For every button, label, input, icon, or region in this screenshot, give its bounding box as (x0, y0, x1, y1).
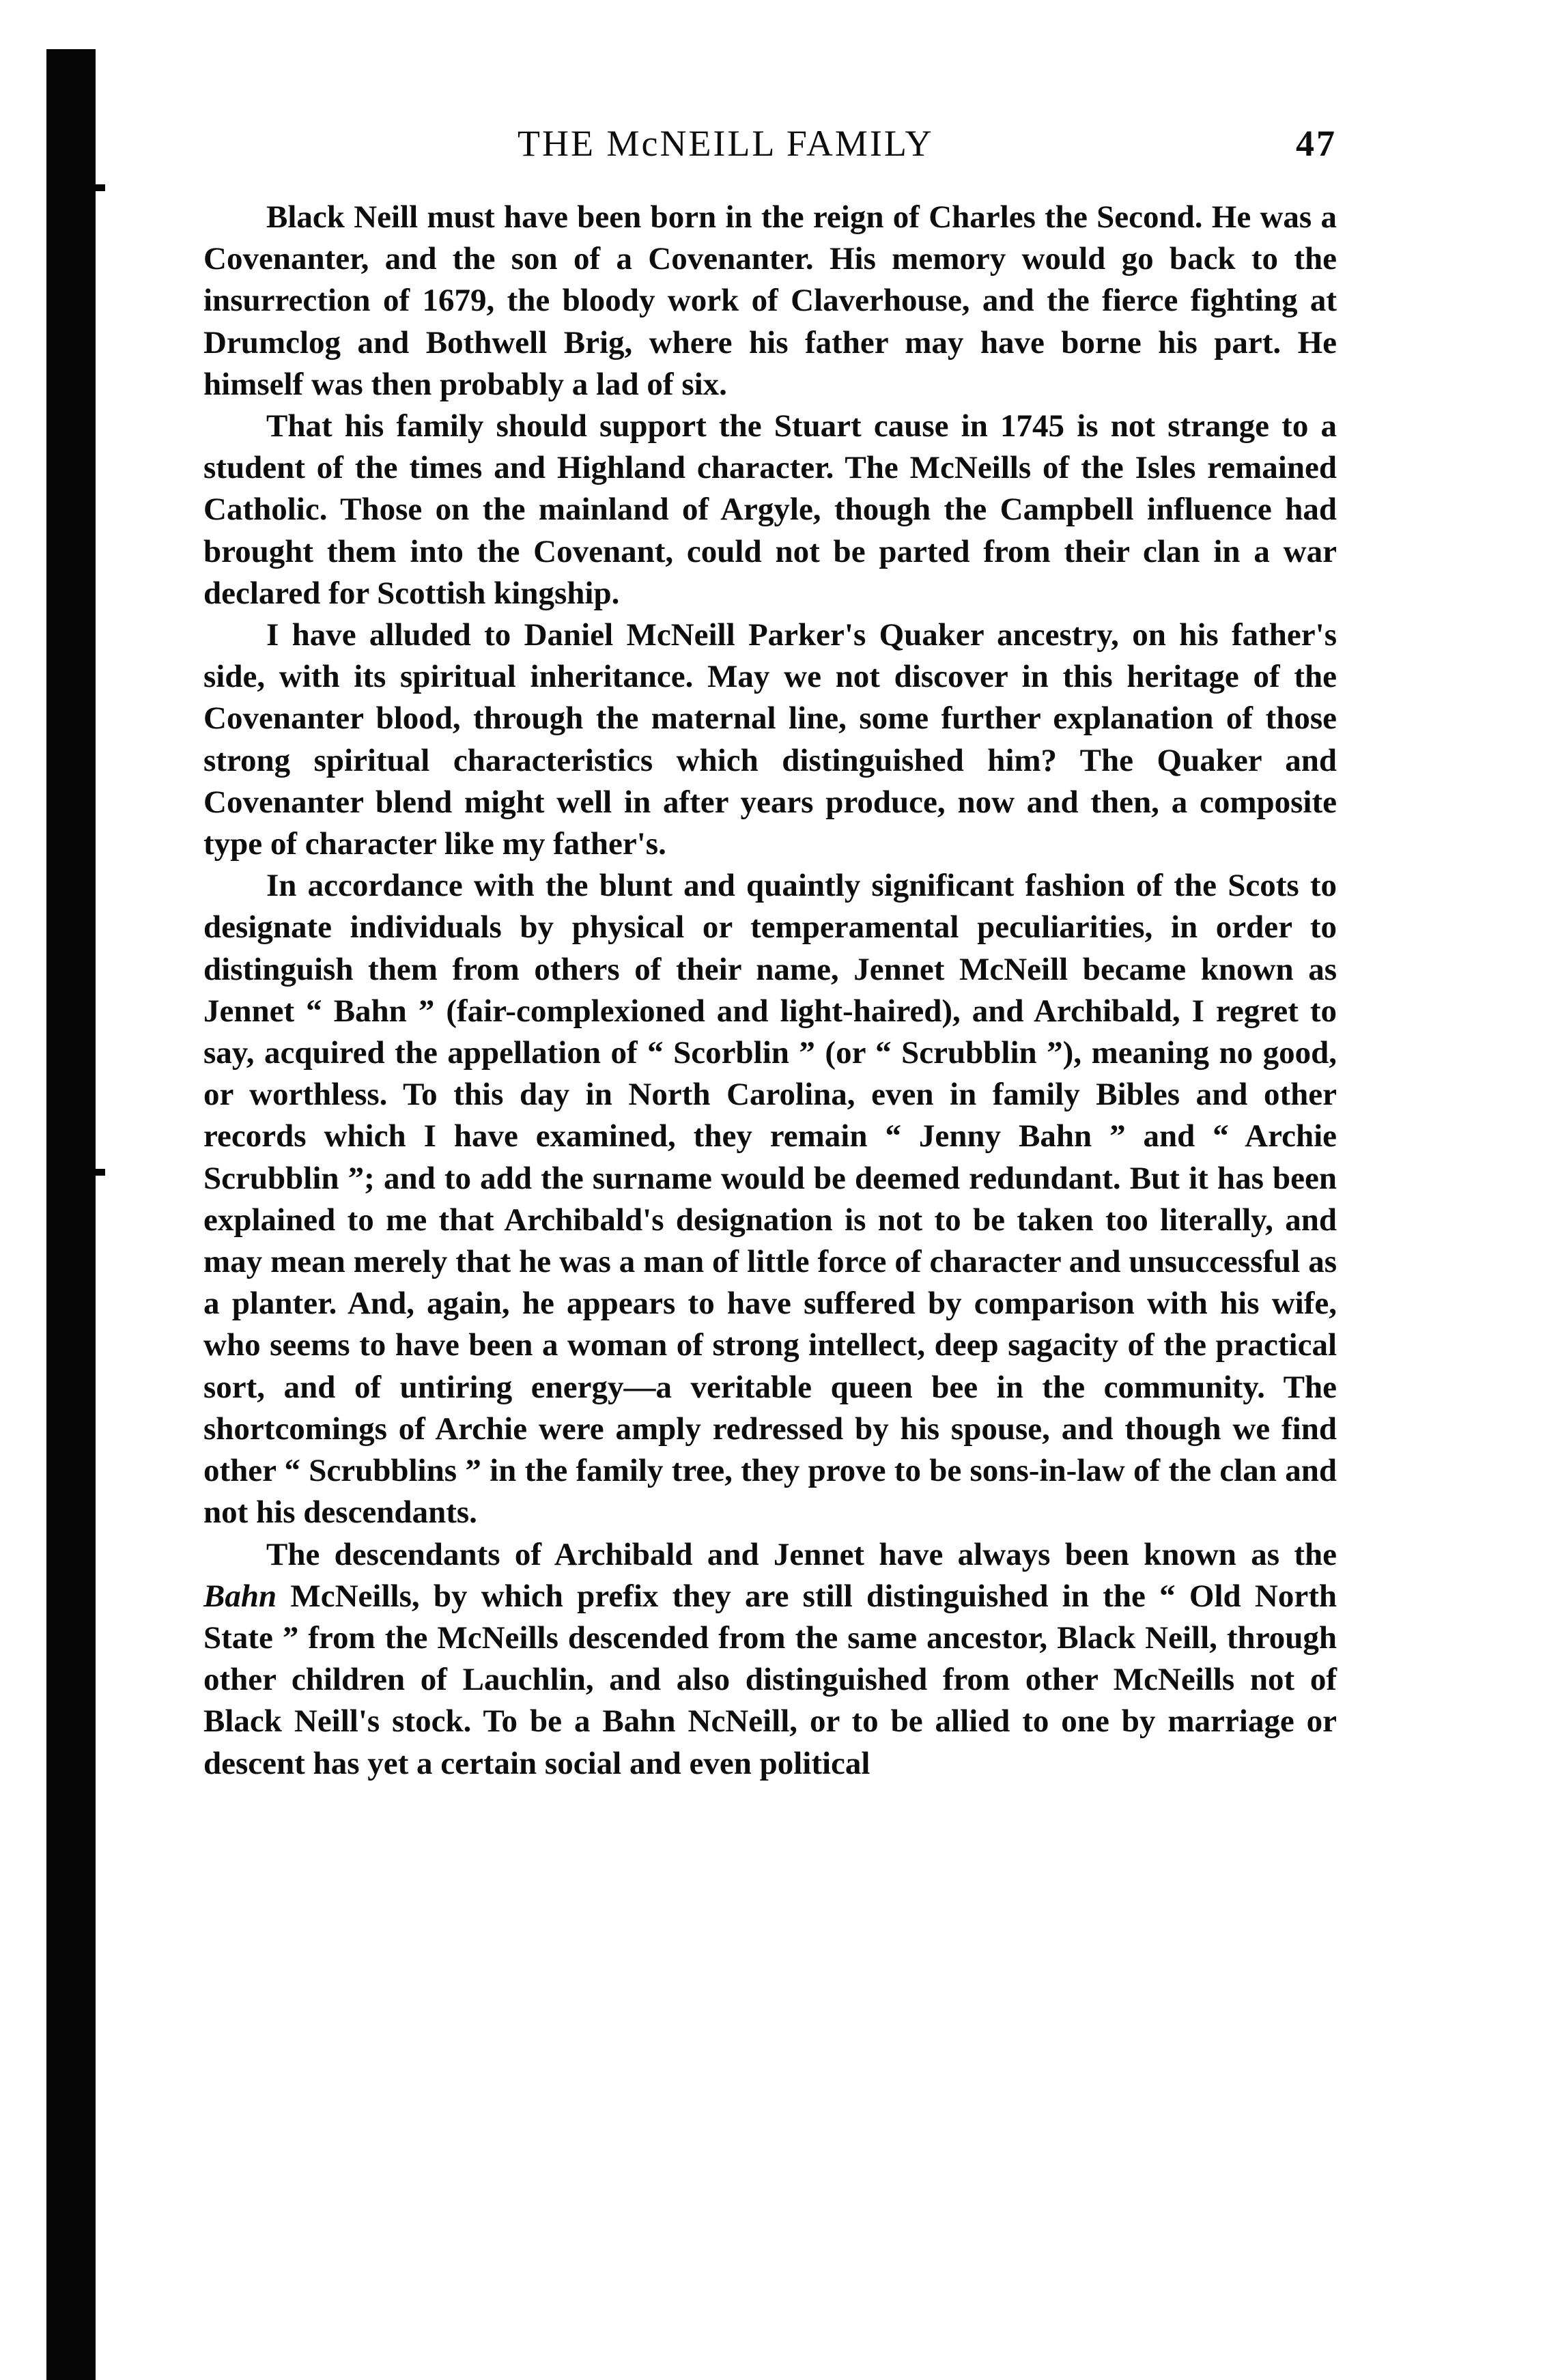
page-number: 47 (1296, 123, 1337, 164)
italic-word: Bahn (203, 1578, 277, 1614)
binding-edge (46, 49, 96, 2380)
paragraph: That his family should support the Stuart cause in 1745 is not strange to a student of the times and Highland character. The McNeills of the Isles remained Catholic. Those on the mainland of Argyle, though the Campbell influence had brought them into the Covenant, could not be parted from their clan in a war declared for Scottish kingship. (203, 408, 1337, 611)
binding-mark (96, 184, 105, 191)
paragraph: I have alluded to Daniel McNeill Parker's Quaker ancestry, on his father's side, with its spiritual inheritance. May we not discover in this heritage of the Covenanter blood, through the maternal line, some further explanation of those strong spiritual characteristics which distinguished him? The Quaker and Covenanter blend might well in after years produce, now and then, a composite type of character like my father's. (203, 617, 1337, 862)
paragraph-text: The descendants of Archibald and Jennet have always been known as the (266, 1536, 1337, 1572)
binding-mark (96, 1169, 105, 1176)
paragraph (203, 1534, 1337, 1785)
running-title: THE McNEILL FAMILY (518, 123, 934, 164)
paragraph: Black Neill must have been born in the reign of Charles the Second. He was a Covenanter, and the son of a Covenanter. His memory would go back to the insurrection of 1679, the bloody work of Claverhouse, and the fierce fighting at Drumclog and Bothwell Brig, where his father may have borne his part. He himself was then probably a lad of six. (203, 199, 1337, 402)
body-text (203, 197, 1337, 1785)
book-page (203, 117, 1337, 1785)
paragraph: In accordance with the blunt and quaintly significant fashion of the Scots to designate individuals by physical or temperamental peculiarities, in order to distinguish them from others of their name, Jennet McNeill became known as Jennet “ Bahn ” (fair-complexioned and light-haired), and Archibald, I regret to say, acquired the appellation of “ Scorblin ” (or “ Scrubblin ”), meaning no good, or worthless. To this day in North Carolina, even in family Bibles and other records which I have examined, they remain “ Jenny Bahn ” and “ Archie Scrubblin ”; and to add the surname would be deemed redundant. But it has been explained to me that Archibald's designation is not to be taken too literally, and may mean merely that he was a man of little force of character and unsuccessful as a planter. And, again, he appears to have suffered by comparison with his wife, who seems to have been a woman of strong intellect, deep sagacity of the practical sort, and of untiring energy—a veritable queen bee in the community. The shortcomings of Archie were amply redressed by his spouse, and though we find other “ Scrubblins ” in the family tree, they prove to be sons-in-law of the clan and not his descendants. (203, 868, 1337, 1531)
paragraph-text: McNeills, by which prefix they are still distinguished in the “ Old North State ” from the McNeills descended from the same ancestor, Black Neill, through other children of Lauchlin, and also distinguished from other McNeills not of Black Neill's stock. To be a Bahn NcNeill, or to be allied to one by marriage or descent has yet a certain social and even political (203, 1578, 1337, 1781)
running-head (203, 117, 1337, 169)
